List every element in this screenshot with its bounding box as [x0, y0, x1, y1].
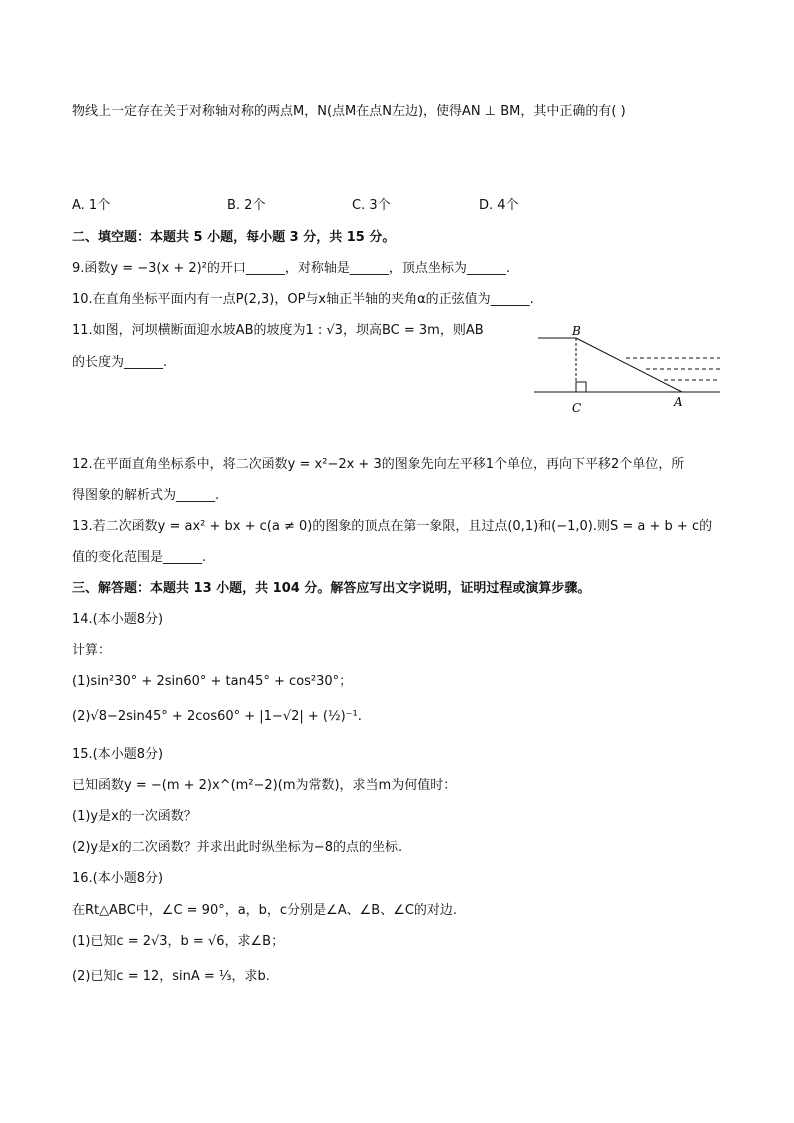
question-16-part-1: (1)已知c = 2√3，b = √6，求∠B；: [72, 934, 285, 949]
right-angle-mark: [576, 382, 586, 392]
question-14-intro: 计算：: [72, 643, 112, 658]
question-15-intro: 已知函数y = −(m + 2)x^(m²−2)(m为常数)，求当m为何值时：: [72, 778, 457, 793]
choice-b: B. 2个: [227, 198, 266, 213]
question-14-part-1: (1)sin²30° + 2sin60° + tan45° + cos²30°；: [72, 674, 353, 689]
choice-c: C. 3个: [352, 198, 391, 213]
question-11-line-1: 11.如图，河坝横断面迎水坡AB的坡度为1 : √3，坝高BC = 3m，则AB: [72, 323, 484, 338]
choice-d: D. 4个: [479, 198, 519, 213]
question-14-part-2: (2)√8−2sin45° + 2cos60° + |1−√2| + (½)⁻¹.: [72, 709, 362, 724]
section-solve-heading: 三、解答题：本题共 13 小题，共 104 分。解答应写出文字说明，证明过程或演算步骤。: [72, 581, 591, 596]
question-13-line-1: 13.若二次函数y = ax² + bx + c(a ≠ 0)的图象的顶点在第一象限，且过点(0,1)和(−1,0).则S = a + b + c的: [72, 519, 713, 534]
section-fill-in-heading: 二、填空题：本题共 5 小题，每小题 3 分，共 15 分。: [72, 230, 396, 245]
slope-line: [576, 338, 682, 392]
question-9: 9.函数y = −3(x + 2)²的开口______，对称轴是______，顶点坐标为______.: [72, 261, 511, 276]
question-14-heading: 14.(本小题8分): [72, 612, 164, 627]
question-12-line-1: 12.在平面直角坐标系中，将二次函数y = x²−2x + 3的图象先向左平移1个单位，再向下平移2个单位，所: [72, 457, 685, 472]
label-c: C: [572, 401, 582, 415]
question-10: 10.在直角坐标平面内有一点P(2,3)，OP与x轴正半轴的夹角α的正弦值为______.: [72, 292, 534, 307]
question-15-part-2: (2)y是x的二次函数？并求出此时纵坐标为−8的点的坐标.: [72, 840, 403, 855]
question-16-part-2: (2)已知c = 12，sinA = ⅓，求b.: [72, 969, 270, 984]
choice-a: A. 1个: [72, 198, 111, 213]
label-b: B: [572, 324, 581, 338]
question-13-line-2: 值的变化范围是______.: [72, 550, 207, 565]
label-a: A: [674, 395, 683, 409]
question-12-line-2: 得图象的解析式为______.: [72, 488, 220, 503]
question-15-heading: 15.(本小题8分): [72, 747, 164, 762]
question-15-part-1: (1)y是x的一次函数？: [72, 809, 197, 824]
question-16-intro: 在Rt△ABC中，∠C = 90°，a，b，c分别是∠A、∠B、∠C的对边.: [72, 903, 458, 918]
dam-cross-section-figure: [530, 322, 730, 422]
intro-line: 物线上一定存在关于对称轴对称的两点M，N(点M在点N左边)，使得AN ⊥ BM，其中正确的有( ): [72, 104, 626, 119]
question-16-heading: 16.(本小题8分): [72, 871, 164, 886]
question-11-line-2: 的长度为______.: [72, 355, 168, 370]
